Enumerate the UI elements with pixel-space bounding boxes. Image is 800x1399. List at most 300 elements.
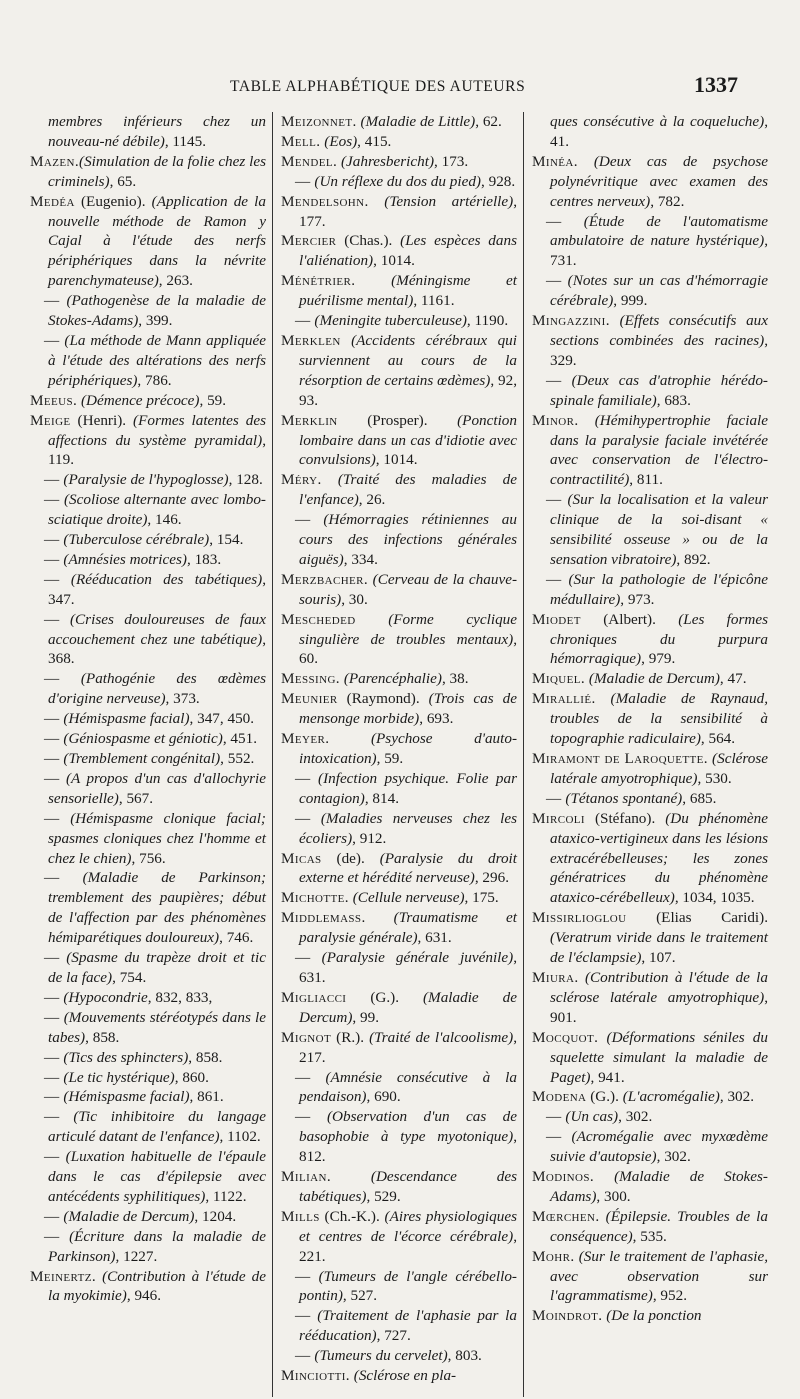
page-reference: , 183. (186, 550, 222, 568)
author-forename: (R.). (331, 1028, 370, 1046)
work-title: (Forme cyclique singulière de troubles mentaux) (299, 610, 517, 648)
index-entry (281, 988, 517, 1028)
work-title: (Application de la nouvelle méthode de Ramon y Cajal à l'étude des nerfs périphériques dans la névrite parenchymateuse) (48, 192, 267, 290)
page-reference: , 1161. (413, 292, 455, 310)
index-entry (281, 1068, 517, 1108)
index-entry (532, 1087, 768, 1107)
work-title: (Descendance des tabétiques) (299, 1168, 517, 1205)
index-entry (30, 1087, 266, 1107)
page-reference: , 119. (48, 431, 266, 469)
work-title: (Hémispasme facial) (59, 710, 190, 728)
index-entry (30, 669, 266, 709)
work-title: (Paralysie de l'hypoglosse) (59, 471, 229, 489)
index-entry (532, 1247, 768, 1307)
work-title: (Cerveau de la chauve-souris) (299, 570, 517, 608)
author-forename: (Prosper). (337, 411, 458, 429)
page-reference: , 146. (147, 511, 182, 529)
page-reference: , 1190. (466, 312, 509, 330)
work-title: (Aires physiologiques et centres de l'écorce cérébrale) (299, 1207, 517, 1245)
index-entry (281, 192, 517, 232)
page-reference: , 1227. (115, 1247, 158, 1265)
work-title: (Rééducation des tabétiques) (59, 570, 263, 588)
author-name: — (44, 491, 60, 509)
author-name: — (295, 1108, 311, 1126)
index-entry (281, 1346, 517, 1366)
page-reference: , 221. (299, 1227, 517, 1265)
index-entry (532, 1127, 768, 1167)
work-title: (La méthode de Mann appliquée à l'étude des altérations des nerfs périphériques) (48, 331, 266, 389)
work-title: (Eos) (320, 132, 358, 150)
page-reference: , 683. (656, 391, 691, 409)
work-title: (Amnésies motrices) (59, 550, 187, 568)
index-entry (30, 948, 266, 988)
work-title: ques consécutive à la coqueluche) (550, 113, 765, 130)
index-entry (532, 968, 768, 1028)
author-name: Mazen. (30, 152, 80, 170)
author-name: Migliacci (281, 988, 347, 1006)
author-name: Missirlioglou (532, 909, 627, 927)
work-title: (Paralysie du droit externe et hérédité nerveuse) (299, 849, 517, 887)
work-title: (Maladie de Dercum) (299, 988, 517, 1026)
work-title: (Traité de l'alcoolisme) (369, 1028, 514, 1046)
page-reference: , 26. (358, 491, 386, 509)
page-reference: , 451. (222, 730, 257, 748)
index-entry (532, 570, 768, 610)
page-reference: , 552. (220, 750, 255, 767)
work-title: (Démence précoce) (77, 391, 200, 409)
author-forename: (Ch.-K.). (319, 1207, 385, 1225)
work-title: (Mouvements stéréotypés dans le tabes) (48, 1008, 266, 1046)
author-name: Mescheded (281, 610, 356, 628)
index-entry (281, 271, 517, 311)
work-title: membres inférieurs chez un nouveau-né débile) (48, 113, 266, 150)
author-name: — (295, 1347, 311, 1365)
index-entry (30, 331, 266, 391)
author-forename: (Elias Caridi). (626, 909, 768, 927)
page-reference: , 631. (299, 949, 517, 986)
work-title: (Contribution à l'étude de la myokimie) (48, 1267, 266, 1305)
page-reference: , 60. (299, 630, 517, 668)
author-name: — (44, 610, 60, 628)
page-reference: , 47. (719, 670, 747, 688)
author-name: Mircoli (532, 809, 585, 827)
page-reference: , 65. (109, 172, 137, 190)
page-reference: , 928. (481, 172, 516, 190)
work-title: (Tremblement congénital) (59, 750, 221, 767)
index-entry (532, 490, 768, 570)
work-title: (Un réflexe du dos du pied) (310, 172, 481, 190)
work-title: (Amnésie consécutive à la pendaison) (299, 1068, 517, 1106)
work-title: (Hémispasme facial) (59, 1088, 190, 1106)
index-entry (532, 908, 768, 968)
author-name: — (44, 769, 60, 787)
page-reference: , 832, 833, (147, 988, 213, 1006)
index-entry (30, 570, 266, 610)
author-name: — (546, 570, 562, 588)
work-title: (Paralysie générale juvénile) (310, 949, 514, 967)
author-name: — (295, 1267, 311, 1285)
work-title: (Traité des maladies de l'enfance) (299, 471, 517, 509)
work-title: (Psychose d'auto-intoxication) (299, 730, 517, 767)
work-title: (Accidents cérébraux qui surviennent au cours de la résorption de certains œdèmes) (299, 331, 517, 389)
page-reference: , 979. (641, 650, 676, 668)
author-name: Meunier (281, 690, 338, 708)
work-title: (Cellule nerveuse) (348, 889, 465, 907)
page-reference: , 782. (650, 192, 685, 210)
index-entry (30, 291, 266, 331)
author-name: — (295, 511, 311, 529)
author-name: Mohr. (532, 1247, 575, 1265)
work-title: (Parencéphalie) (340, 670, 442, 688)
author-name: — (295, 769, 311, 787)
page-reference: , 329. (550, 331, 768, 369)
work-title: (Infection psychique. Folie par contagion) (299, 769, 517, 807)
work-title: (Scoliose alternante avec lombo-sciatique droite) (48, 491, 266, 529)
page-reference: , 300. (596, 1187, 631, 1205)
index-column-3 (523, 112, 774, 1397)
author-name: Méry. (281, 471, 322, 489)
page-reference: , 296. (474, 869, 509, 887)
work-title: (Du phénomène ataxico-vertigineux dans les lésions extracérébelleuses; les zones génératrices du phénomène ataxico-cérébelleux) (550, 809, 768, 907)
author-name: Micas (281, 849, 322, 867)
work-title: (Crises douloureuses de faux accouchement chez une tabétique) (48, 610, 266, 648)
index-entry (532, 212, 768, 272)
page-reference: , 347, 450. (189, 710, 255, 728)
author-name: — (44, 292, 60, 310)
work-title: (Traitement de l'aphasie par la rééducation) (299, 1307, 517, 1345)
author-name: — (44, 331, 60, 349)
index-entry (532, 689, 768, 749)
author-name: — (546, 491, 562, 509)
index-entry (30, 152, 266, 192)
page-reference: , 690. (366, 1088, 401, 1106)
page-reference: , 756. (131, 849, 166, 867)
author-name: — (546, 272, 562, 290)
index-entry (30, 868, 266, 948)
author-name: Minéa. (532, 152, 578, 170)
author-name: Mirallié. (532, 690, 596, 708)
work-title: (Tension artérielle) (368, 192, 514, 210)
author-name: Meinertz. (30, 1267, 97, 1285)
author-name: Merklen (281, 331, 341, 349)
author-forename: (de). (321, 849, 380, 867)
page-reference: , 92, 93. (299, 371, 518, 409)
author-name: Meeus. (30, 391, 78, 409)
work-title: (Ponction lombaire dans un cas d'idiotie avec convulsions) (299, 411, 517, 469)
index-column-1 (22, 112, 272, 1397)
author-name: Modena (532, 1088, 587, 1106)
work-title: (Épilepsie. Troubles de la conséquence) (550, 1207, 768, 1245)
author-name: — (44, 1207, 60, 1225)
page-reference: , 399. (138, 312, 173, 330)
page-reference: , 973. (620, 590, 655, 608)
page-reference: , 1014. (373, 252, 415, 270)
author-forename: (Stéfano). (584, 809, 666, 827)
work-title: (Hémihypertrophie faciale dans la paralysie faciale invétérée avec conservation de l'électro-contractilité) (550, 411, 768, 489)
page-reference: , 746. (219, 929, 254, 947)
page-reference: , 811. (629, 471, 663, 489)
author-name: Minciotti. (281, 1367, 350, 1385)
work-title: (De la ponction (602, 1307, 702, 1325)
work-title: (Maladies nerveuses chez les écoliers) (299, 809, 517, 847)
page-reference: , 38. (441, 670, 469, 688)
index-entry (30, 709, 266, 729)
page-reference: , 941. (590, 1068, 625, 1086)
author-name: Mills (281, 1207, 320, 1225)
page-reference: , 217. (299, 1028, 517, 1066)
author-name: Mendel. (281, 152, 338, 170)
page-reference: , 952. (652, 1287, 687, 1305)
index-entry (30, 391, 266, 411)
author-name: — (44, 1108, 60, 1126)
page-reference: , 901. (550, 988, 768, 1026)
author-name: Mocquot. (532, 1028, 599, 1046)
work-title: (Formes latentes des affections du système pyramidal) (48, 411, 266, 449)
work-title: (Veratrum viride dans le traitement de l'éclampsie) (550, 929, 768, 967)
index-entry (281, 231, 517, 271)
author-name: — (44, 750, 60, 767)
work-title: (Tumeurs de l'angle cérébello-pontin) (299, 1267, 517, 1305)
work-title: (Maladie de Raynaud, troubles de la sensibilité à topographie radiculaire) (550, 690, 768, 748)
index-entry (532, 669, 768, 689)
page-reference: , 347. (48, 570, 266, 608)
work-title: (Un cas) (561, 1108, 619, 1126)
page-reference: , 62. (475, 113, 502, 130)
page-reference: , 530. (697, 769, 732, 787)
page-reference: , 535. (632, 1227, 667, 1245)
author-name: Mercier (281, 232, 337, 250)
author-name: Meizonnet. (281, 113, 357, 130)
work-title: (Hypocondrie (59, 988, 148, 1006)
page-reference: , 173. (434, 152, 469, 170)
work-title: (Les espèces dans l'aliénation) (299, 232, 517, 270)
page-reference: , 858. (188, 1048, 223, 1066)
work-title: (Géniospasme et géniotic) (59, 730, 223, 748)
index-entry (281, 689, 517, 729)
index-entry (532, 749, 768, 789)
work-title: (Deux cas d'atrophie hérédo-spinale familiale) (550, 371, 768, 409)
index-entry (281, 570, 517, 610)
index-column-2 (272, 112, 523, 1397)
page-reference: , 912. (352, 829, 387, 847)
index-entry (281, 1167, 517, 1207)
index-entry (281, 152, 517, 172)
author-forename: (Raymond). (337, 690, 429, 708)
work-title: (Maladie de Parkinson; tremblement des paupières; début de l'affection par des phénomènes hémiparétiques douloureux) (48, 869, 266, 947)
author-name: — (546, 371, 562, 389)
author-forename: (G.). (586, 1088, 623, 1106)
index-entry (30, 1107, 266, 1147)
page-reference: , 128. (228, 471, 263, 489)
page-reference: , 177. (299, 192, 517, 230)
index-entry (30, 1008, 266, 1048)
work-title: (Traumatisme et paralysie générale) (299, 909, 517, 947)
author-name: — (44, 1048, 60, 1066)
author-forename: (G.). (346, 988, 423, 1006)
work-title: (Pathogénie des œdèmes d'origine nerveuse) (48, 670, 266, 708)
work-title: (Tics des sphincters) (59, 1048, 189, 1066)
page-reference: , 803. (447, 1347, 482, 1365)
page-reference: , 175. (464, 889, 499, 907)
work-title: (Maladie de Dercum) (59, 1207, 195, 1225)
page-reference: , 861. (189, 1088, 224, 1106)
author-name: Medéa (30, 192, 75, 210)
index-columns (22, 112, 774, 1397)
work-title: (Tumeurs du cervelet) (310, 1347, 448, 1365)
author-name: — (44, 570, 60, 588)
work-title: (Sur le traitement de l'aphasie, avec observation sur l'agrammatisme) (550, 1247, 768, 1305)
work-title: (Acromégalie avec myxœdème suivie d'autopsie) (550, 1128, 768, 1166)
index-entry (281, 769, 517, 809)
work-title: (Observation d'un cas de basophobie à type myotonique) (299, 1108, 517, 1146)
author-name: — (295, 172, 311, 190)
work-title: (Sur la pathologie de l'épicône médullaire) (550, 570, 768, 608)
index-entry (532, 789, 768, 809)
page-reference: , 59. (376, 750, 404, 767)
work-title: (Tétanos spontané) (561, 789, 683, 807)
page-reference: , 685. (682, 789, 717, 807)
author-name: Michotte. (281, 889, 349, 907)
page-reference: , 1102. (219, 1128, 261, 1146)
page-reference: , 1034, 1035. (674, 889, 755, 907)
index-entry (532, 809, 768, 909)
author-name: — (44, 531, 60, 549)
running-title: TABLE ALPHABÉTIQUE DES AUTEURS (230, 78, 526, 95)
page-number: 1337 (694, 72, 738, 97)
author-name: — (546, 1108, 562, 1126)
page-reference: , 946. (126, 1287, 162, 1305)
index-entry (532, 311, 768, 371)
page-reference: , 59. (199, 391, 227, 409)
work-title: (Spasme du trapèze droit et tic de la face) (48, 949, 266, 986)
index-entry (30, 1068, 266, 1088)
author-name: — (295, 1307, 311, 1325)
index-entry (30, 1147, 266, 1207)
index-entry (281, 948, 517, 988)
page-reference: , 41. (550, 113, 768, 150)
author-name: — (44, 710, 60, 728)
page-reference: , 786. (137, 371, 172, 389)
index-entry (281, 411, 517, 471)
work-title: (Trois cas de mensonge morbide) (299, 690, 517, 728)
author-name: Mell. (281, 132, 321, 150)
work-title: (Jahresbericht) (337, 152, 435, 170)
index-entry (532, 1306, 768, 1326)
index-entry (30, 988, 266, 1008)
work-title: (Contribution à l'étude de la sclérose latérale amyotrophique) (550, 968, 768, 1006)
author-name: Merklin (281, 411, 338, 429)
index-entry (30, 470, 266, 490)
author-forename: (Henri). (70, 411, 134, 429)
work-title: (Hémorragies rétiniennes au cours des infections générales aiguës) (299, 511, 517, 568)
author-name: Miramont de Laroquette. (532, 750, 708, 767)
page-reference: , 858. (85, 1028, 120, 1046)
author-forename: (Chas.). (336, 232, 401, 250)
author-name: Messing. (281, 670, 341, 688)
author-name: — (295, 312, 311, 330)
work-title: (Sclérose latérale amyotrophique) (550, 750, 768, 787)
work-title: (L'acromégalie) (622, 1088, 720, 1106)
index-entry (281, 809, 517, 849)
index-entry (281, 1306, 517, 1346)
index-entry (281, 1207, 517, 1267)
index-entry (281, 669, 517, 689)
index-entry (30, 112, 266, 152)
author-name: Ménétrier. (281, 272, 356, 290)
page-reference: , 567. (118, 789, 154, 807)
index-entry (532, 411, 768, 491)
page-reference: , 1122. (205, 1187, 247, 1205)
index-entry (532, 152, 768, 212)
page-reference: , 302. (719, 1088, 755, 1106)
index-entry (281, 729, 517, 769)
author-name: Miodet (532, 610, 581, 628)
author-name: — (546, 1128, 562, 1146)
index-entry (532, 1167, 768, 1207)
page-reference: , 263. (158, 272, 193, 290)
author-name: — (44, 949, 60, 967)
author-name: — (44, 869, 60, 887)
page-reference: , 860. (174, 1068, 209, 1086)
index-entry (281, 132, 517, 152)
index-entry (30, 610, 266, 670)
index-entry (281, 510, 517, 570)
page-reference: , 564. (700, 730, 736, 748)
work-title: (Les formes chroniques du purpura hémorragique) (550, 610, 768, 668)
work-title: (Pathogenèse de la maladie de Stokes-Adams) (48, 292, 266, 330)
index-entry (281, 1107, 517, 1167)
index-entry (532, 1207, 768, 1247)
author-name: Moindrot. (532, 1307, 603, 1325)
page-reference: , 30. (341, 590, 368, 608)
page-reference: , 727. (376, 1327, 411, 1345)
work-title: (Maladie de Dercum) (585, 670, 720, 688)
index-entry (281, 331, 517, 411)
work-title: (Déformations séniles du squelette simulant la maladie de Paget) (550, 1028, 768, 1086)
page-reference: , 892. (676, 550, 711, 568)
author-name: Mingazzini. (532, 312, 610, 330)
index-entry (30, 749, 266, 769)
work-title: (Étude de l'automatisme ambulatoire de nature hystérique) (550, 212, 768, 250)
page-reference: , 1145. (164, 132, 207, 150)
index-entry (281, 470, 517, 510)
page-reference: , 812. (299, 1128, 517, 1166)
page-reference: , 754. (112, 968, 147, 986)
author-name: Meige (30, 411, 71, 429)
page-reference: , 999. (613, 292, 648, 310)
page-reference: , 415. (357, 132, 392, 150)
index-entry (532, 271, 768, 311)
author-name: — (546, 789, 562, 807)
page-reference: , 302. (656, 1148, 691, 1166)
work-title: (Méningisme et puérilisme mental) (299, 272, 517, 310)
author-name: — (295, 1068, 311, 1086)
author-name: Meyer. (281, 730, 330, 748)
work-title: (Luxation habituelle de l'épaule dans le cas d'épilepsie avec antécédents syphilitiques) (48, 1148, 266, 1205)
work-title: (Écriture dans la maladie de Parkinson) (48, 1227, 266, 1265)
index-entry (30, 1207, 266, 1227)
index-entry (30, 490, 266, 530)
work-title: (Tic inhibitoire du langage articulé datant de l'enfance) (48, 1108, 266, 1146)
index-entry (281, 908, 517, 948)
page-reference: , 529. (366, 1187, 401, 1205)
page-reference: , 154. (209, 531, 244, 549)
page-reference: , 693. (419, 710, 454, 728)
author-name: — (44, 471, 60, 489)
work-title: (A propos d'un cas d'allochyrie sensorielle) (48, 769, 266, 807)
page-reference: , 373. (165, 690, 200, 708)
page-reference: , 334. (343, 550, 378, 568)
